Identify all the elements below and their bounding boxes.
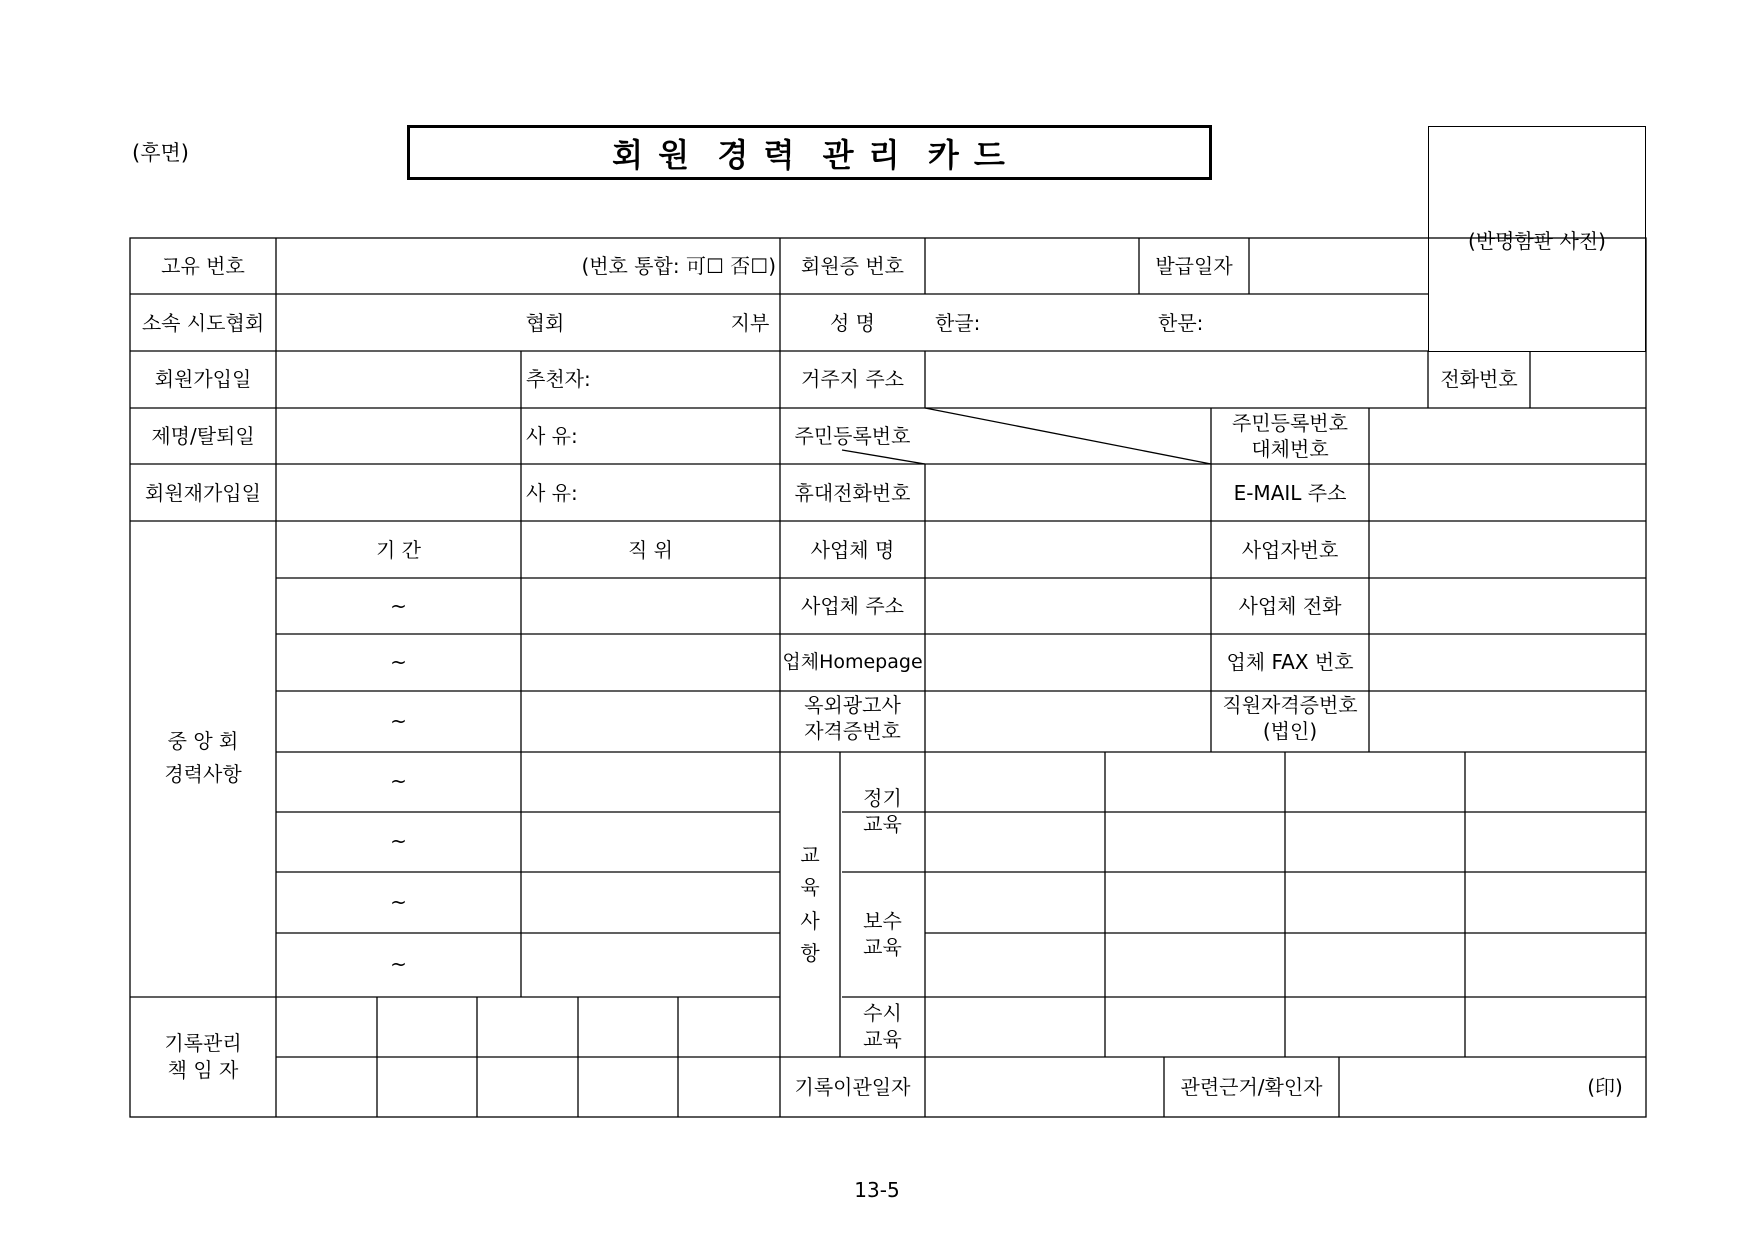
biz-phone-label: 사업체 전화 [1238,594,1342,618]
issue-date-label: 발급일자 [1155,254,1233,278]
period-header: 기 간 [376,538,421,562]
basis-label: 관련근거/확인자 [1180,1075,1323,1099]
record-manager-label-1: 기록관리 [164,1031,242,1055]
edu-title-char: 교 [800,843,820,867]
transfer-date-label: 기록이관일자 [794,1075,911,1099]
ad-cert-label-1: 옥외광고사 [804,693,901,717]
unique-no-label: 고유 번호 [161,254,245,278]
staff-cert-label-1: 직원자격증번호 [1222,693,1358,717]
period-tilde: ~ [390,829,407,853]
mobile-label: 휴대전화번호 [794,481,911,505]
biz-name-label: 사업체 명 [810,538,895,562]
card-no-label: 회원증 번호 [801,254,904,278]
edu-title-char: 항 [800,941,820,965]
period-tilde: ~ [390,769,407,793]
career-label-1: 중 앙 회 [167,729,239,753]
address-label: 거주지 주소 [801,367,904,391]
rejoin-date-label: 회원재가입일 [145,481,261,505]
fax-label: 업체 FAX 번호 [1226,650,1354,674]
edu-title-char: 육 [800,875,820,899]
page-title: 회 원 경 력 관 리 카 드 [407,125,1212,180]
biz-no-label: 사업자번호 [1241,538,1339,562]
biz-addr-label: 사업체 주소 [801,594,904,618]
adhoc-edu-label-2: 교육 [863,1027,902,1051]
expel-date-label: 제명/탈퇴일 [151,424,255,448]
career-label-2: 경력사항 [164,762,242,786]
resident-no-label: 주민등록번호 [794,424,911,448]
refresh-edu-label-2: 교육 [863,935,902,959]
seal-mark: (印) [1587,1075,1623,1099]
email-label: E-MAIL 주소 [1233,481,1347,505]
rejoin-reason-label: 사 유: [526,481,578,505]
phone-label: 전화번호 [1440,367,1518,391]
position-header: 직 위 [628,538,673,562]
ad-cert-label-2: 자격증번호 [804,719,901,743]
hyeophoe-label: 협회 [525,311,565,335]
staff-cert-label-2: (법인) [1262,719,1318,743]
regular-edu-label-2: 교육 [863,812,902,836]
name-label: 성 명 [830,311,875,335]
homepage-label: 업체Homepage [782,651,923,673]
period-tilde: ~ [390,952,407,976]
photo-label: (반명함판 사진) [1468,229,1606,253]
hangul-label: 한글: [935,311,981,335]
adhoc-edu-label-1: 수시 [863,1001,902,1025]
join-date-label: 회원가입일 [154,367,252,391]
period-tilde: ~ [390,709,407,733]
refresh-edu-label-1: 보수 [863,909,902,933]
period-tilde: ~ [390,594,407,618]
edu-title-char: 사 [800,909,820,933]
assoc-label: 소속 시도협회 [141,311,265,335]
jibu-label: 지부 [730,311,770,335]
hanmun-label: 한문: [1158,311,1204,335]
regular-edu-label-1: 정기 [863,786,902,810]
record-manager-label-2: 책 임 자 [167,1058,239,1082]
recommender-label: 추천자: [526,367,591,391]
period-tilde: ~ [390,650,407,674]
period-tilde: ~ [390,890,407,914]
expel-reason-label: 사 유: [526,424,578,448]
merge-option: (번호 통합: 可☐ 否☐) [581,254,776,278]
alt-no-label-1: 주민등록번호 [1232,411,1348,435]
alt-no-label-2: 대체번호 [1251,437,1329,461]
page-number: 13-5 [854,1178,900,1202]
